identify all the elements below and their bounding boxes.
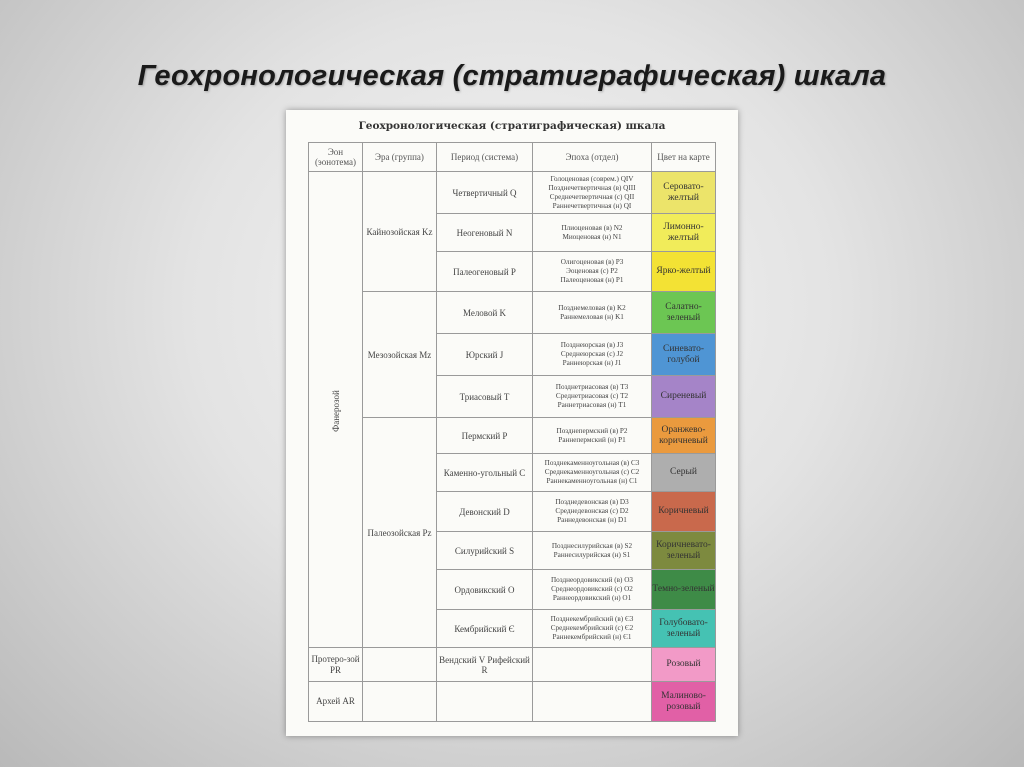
epoch-cell bbox=[533, 454, 652, 492]
table-header-row bbox=[309, 143, 716, 172]
period-cell: Каменно-угольный C bbox=[437, 454, 533, 492]
epoch-cell bbox=[533, 682, 652, 722]
epoch-item: Голоценовая (соврем.) QIV bbox=[550, 174, 634, 183]
period-cell: Силурийский S bbox=[437, 532, 533, 570]
map-color-swatch: Ярко-желтый bbox=[652, 252, 716, 292]
eon-archean: Архей AR bbox=[309, 682, 363, 722]
header-period: Период (система) bbox=[437, 143, 533, 172]
epoch-item: Среднеордовикский (с) O2 bbox=[551, 585, 633, 593]
scanned-document bbox=[286, 110, 738, 736]
map-color-swatch: Сиреневый bbox=[652, 376, 716, 418]
epoch-item: Позднечетвертичная (в) QIII bbox=[548, 183, 636, 192]
header-era: Эра (группа) bbox=[363, 143, 437, 172]
header-color: Цвет на карте bbox=[652, 143, 716, 172]
epoch-item: Позднесилурийская (в) S2 bbox=[551, 541, 633, 550]
map-color-swatch: Серый bbox=[652, 454, 716, 492]
epoch-item: Раннемеловая (н) K1 bbox=[560, 312, 624, 321]
epoch-cell bbox=[533, 648, 652, 682]
table-row bbox=[309, 648, 716, 682]
epoch-cell bbox=[533, 532, 652, 570]
period-cell: Кембрийский Є bbox=[437, 610, 533, 648]
epoch-item: Раннедевонская (н) D1 bbox=[557, 516, 627, 524]
epoch-item: Олигоценовая (в) P3 bbox=[560, 258, 624, 266]
map-color-swatch: Розовый bbox=[652, 648, 716, 682]
period-cell: Триасовый T bbox=[437, 376, 533, 418]
period-cell: Палеогеновый P bbox=[437, 252, 533, 292]
epoch-item: Позднеюрская (в) J3 bbox=[560, 341, 624, 349]
period-cell: Юрский J bbox=[437, 334, 533, 376]
map-color-swatch: Малиново-розовый bbox=[652, 682, 716, 722]
map-color-swatch: Коричневато-зеленый bbox=[652, 532, 716, 570]
table-row bbox=[309, 418, 716, 454]
period-cell bbox=[437, 682, 533, 722]
epoch-item: Среднечетвертичная (с) QII bbox=[549, 192, 635, 201]
epoch-item: Раннепермский (н) P1 bbox=[558, 435, 626, 444]
table-row bbox=[309, 172, 716, 214]
epoch-item: Раннетриасовая (н) T1 bbox=[557, 401, 627, 409]
period-cell: Неогеновый N bbox=[437, 214, 533, 252]
epoch-cell bbox=[533, 334, 652, 376]
epoch-item: Среднекембрийский (с) Є2 bbox=[550, 624, 634, 632]
eon-phanerozoic-label: Фанерозой bbox=[330, 389, 341, 432]
epoch-item: Позднедевонская (в) D3 bbox=[555, 498, 629, 506]
epoch-item: Раннесилурийская (н) S1 bbox=[553, 550, 631, 559]
period-cell: Меловой K bbox=[437, 292, 533, 334]
epoch-item: Позднемеловая (в) K2 bbox=[558, 303, 626, 312]
period-cell: Девонский D bbox=[437, 492, 533, 532]
epoch-item: Позднепермский (в) P2 bbox=[556, 426, 628, 435]
map-color-swatch: Лимонно-желтый bbox=[652, 214, 716, 252]
header-eon: Эон (эонотема) bbox=[309, 143, 363, 172]
epoch-cell bbox=[533, 610, 652, 648]
document-title: Геохронологическая (стратиграфическая) шкала bbox=[358, 120, 666, 132]
map-color-swatch: Салатно-зеленый bbox=[652, 292, 716, 334]
map-color-swatch: Темно-зеленый bbox=[652, 570, 716, 610]
epoch-item: Раннекаменноугольная (н) C1 bbox=[546, 477, 638, 485]
era-paleozoic: Палеозойская Pz bbox=[363, 418, 437, 648]
epoch-cell bbox=[533, 214, 652, 252]
epoch-item: Среднекаменноугольная (с) C2 bbox=[544, 468, 640, 476]
epoch-cell bbox=[533, 492, 652, 532]
epoch-item: Позднекембрийский (в) Є3 bbox=[550, 615, 634, 623]
era-empty bbox=[363, 682, 437, 722]
epoch-cell bbox=[533, 292, 652, 334]
epoch-item: Плиоценовая (в) N2 bbox=[561, 223, 623, 232]
map-color-swatch: Голубовато-зеленый bbox=[652, 610, 716, 648]
period-cell: Ордовикский O bbox=[437, 570, 533, 610]
table-row bbox=[309, 682, 716, 722]
era-empty bbox=[363, 648, 437, 682]
epoch-item: Среднетриасовая (с) T2 bbox=[555, 392, 629, 400]
geochronology-table bbox=[308, 142, 716, 722]
epoch-item: Раннечетвертичная (н) QI bbox=[552, 201, 632, 210]
epoch-item: Позднекаменноугольная (в) C3 bbox=[544, 459, 640, 467]
header-epoch: Эпоха (отдел) bbox=[533, 143, 652, 172]
epoch-item: Миоценовая (н) N1 bbox=[562, 232, 622, 241]
map-color-swatch: Серовато-желтый bbox=[652, 172, 716, 214]
epoch-item: Позднетриасовая (в) T3 bbox=[555, 383, 629, 391]
eon-phanerozoic bbox=[309, 172, 363, 648]
map-color-swatch: Синевато-голубой bbox=[652, 334, 716, 376]
epoch-cell bbox=[533, 376, 652, 418]
epoch-item: Палеоценовая (н) P1 bbox=[560, 276, 624, 284]
epoch-item: Среднедевонская (с) D2 bbox=[555, 507, 629, 515]
table-row bbox=[309, 292, 716, 334]
period-cell: Четвертичный Q bbox=[437, 172, 533, 214]
epoch-item: Позднеордовикский (в) O3 bbox=[550, 576, 634, 584]
slide-title: Геохронологическая (стратиграфическая) шкала bbox=[137, 60, 887, 92]
period-cell: Вендский V Рифейский R bbox=[437, 648, 533, 682]
epoch-item: Раннеюрская (н) J1 bbox=[562, 359, 622, 367]
epoch-item: Среднеюрская (с) J2 bbox=[560, 350, 624, 358]
epoch-cell bbox=[533, 172, 652, 214]
epoch-item: Раннеордовикский (н) O1 bbox=[552, 594, 632, 602]
era-mesozoic: Мезозойская Mz bbox=[363, 292, 437, 418]
epoch-item: Эоценовая (с) P2 bbox=[566, 267, 618, 275]
epoch-item: Раннекембрийский (н) Є1 bbox=[552, 633, 632, 641]
era-cenozoic: Кайнозойская Kz bbox=[363, 172, 437, 292]
map-color-swatch: Коричневый bbox=[652, 492, 716, 532]
epoch-cell bbox=[533, 570, 652, 610]
map-color-swatch: Оранжево-коричневый bbox=[652, 418, 716, 454]
epoch-cell bbox=[533, 418, 652, 454]
epoch-cell bbox=[533, 252, 652, 292]
eon-proterozoic: Протеро-зой PR bbox=[309, 648, 363, 682]
period-cell: Пермский P bbox=[437, 418, 533, 454]
